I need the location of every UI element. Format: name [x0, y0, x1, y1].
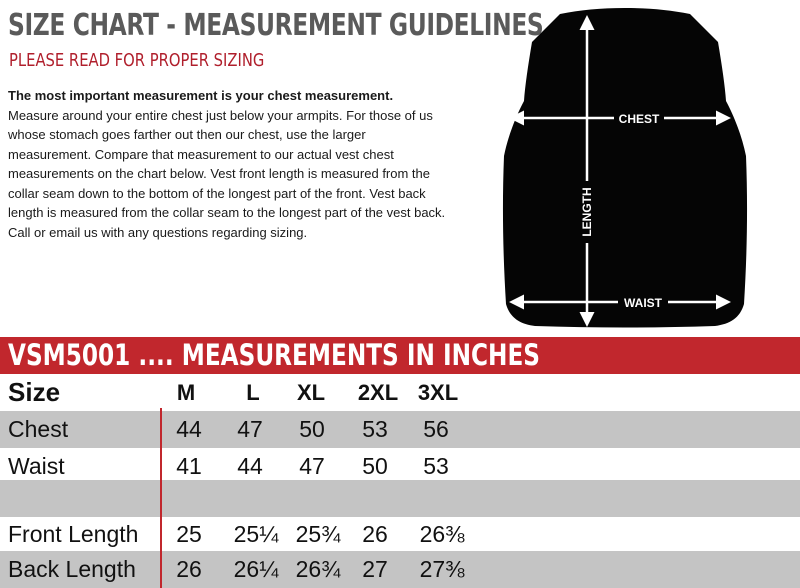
table-column-divider — [160, 408, 162, 588]
table-row-back-length — [0, 551, 800, 588]
page-title: SIZE CHART - MEASUREMENT GUIDELINES — [8, 8, 544, 43]
table-cell: 26¼ — [233, 556, 279, 582]
table-cell: 26⅜ — [419, 521, 465, 547]
table-cell: 25¾ — [295, 521, 341, 547]
table-cell: 44 — [237, 453, 263, 479]
size-header-cell: 2XL — [357, 380, 399, 405]
page-subtitle: PLEASE READ FOR PROPER SIZING — [9, 50, 265, 71]
table-cell: 41 — [176, 453, 202, 479]
vest-diagram — [490, 6, 760, 328]
table-cell: 50 — [299, 416, 325, 442]
table-cell: 26¾ — [295, 556, 341, 582]
table-row-front-length — [0, 516, 800, 553]
waist-label: WAIST — [624, 296, 662, 310]
size-header-row — [0, 374, 800, 411]
table-cell: 44 — [176, 416, 202, 442]
table-cell: 27⅜ — [419, 556, 465, 582]
row-label: Waist — [8, 453, 65, 479]
row-label: Chest — [8, 416, 69, 442]
instructions-lead: The most important measurement is your chest measurement. — [8, 88, 394, 103]
table-cell: 26 — [362, 521, 388, 547]
table-row-chest — [0, 411, 800, 448]
size-header-cell: 3XL — [417, 380, 459, 405]
length-label: LENGTH — [580, 187, 594, 237]
table-cell: 26 — [176, 556, 202, 582]
table-cell: 25 — [176, 521, 202, 547]
row-label: Back Length — [8, 556, 136, 582]
table-cell: 47 — [237, 416, 263, 442]
table-row-spacer — [0, 480, 800, 517]
size-header-cell: L — [246, 380, 260, 405]
instructions-body: Measure around your entire chest just below your armpits. For those of us whose stomach goes farther out then our chest, use the larger measurement. Compare that measurement to our actual vest chest measurements on the chart below. Vest front length is measured from the collar seam down to the bottom of the longest part of the front. Vest back length is measured from the collar seam to the longest part of the vest back. Call or email us with any questions regarding sizing. — [8, 107, 446, 240]
size-header-label: Size — [8, 377, 61, 407]
table-cell: 53 — [362, 416, 388, 442]
table-cell: 27 — [362, 556, 388, 582]
row-label: Front Length — [8, 521, 139, 547]
table-cell: 25¼ — [233, 521, 279, 547]
size-header-cell: M — [176, 380, 196, 405]
table-cell: 50 — [362, 453, 388, 479]
table-cell: 53 — [423, 453, 449, 479]
measurements-banner-title: VSM5001 .... MEASUREMENTS IN INCHES — [8, 338, 541, 372]
table-cell: 56 — [423, 416, 449, 442]
size-header-cell: XL — [296, 380, 326, 405]
vest-silhouette — [503, 8, 747, 328]
sizing-instructions — [8, 86, 448, 242]
chest-label: CHEST — [618, 112, 660, 126]
table-cell: 47 — [299, 453, 325, 479]
